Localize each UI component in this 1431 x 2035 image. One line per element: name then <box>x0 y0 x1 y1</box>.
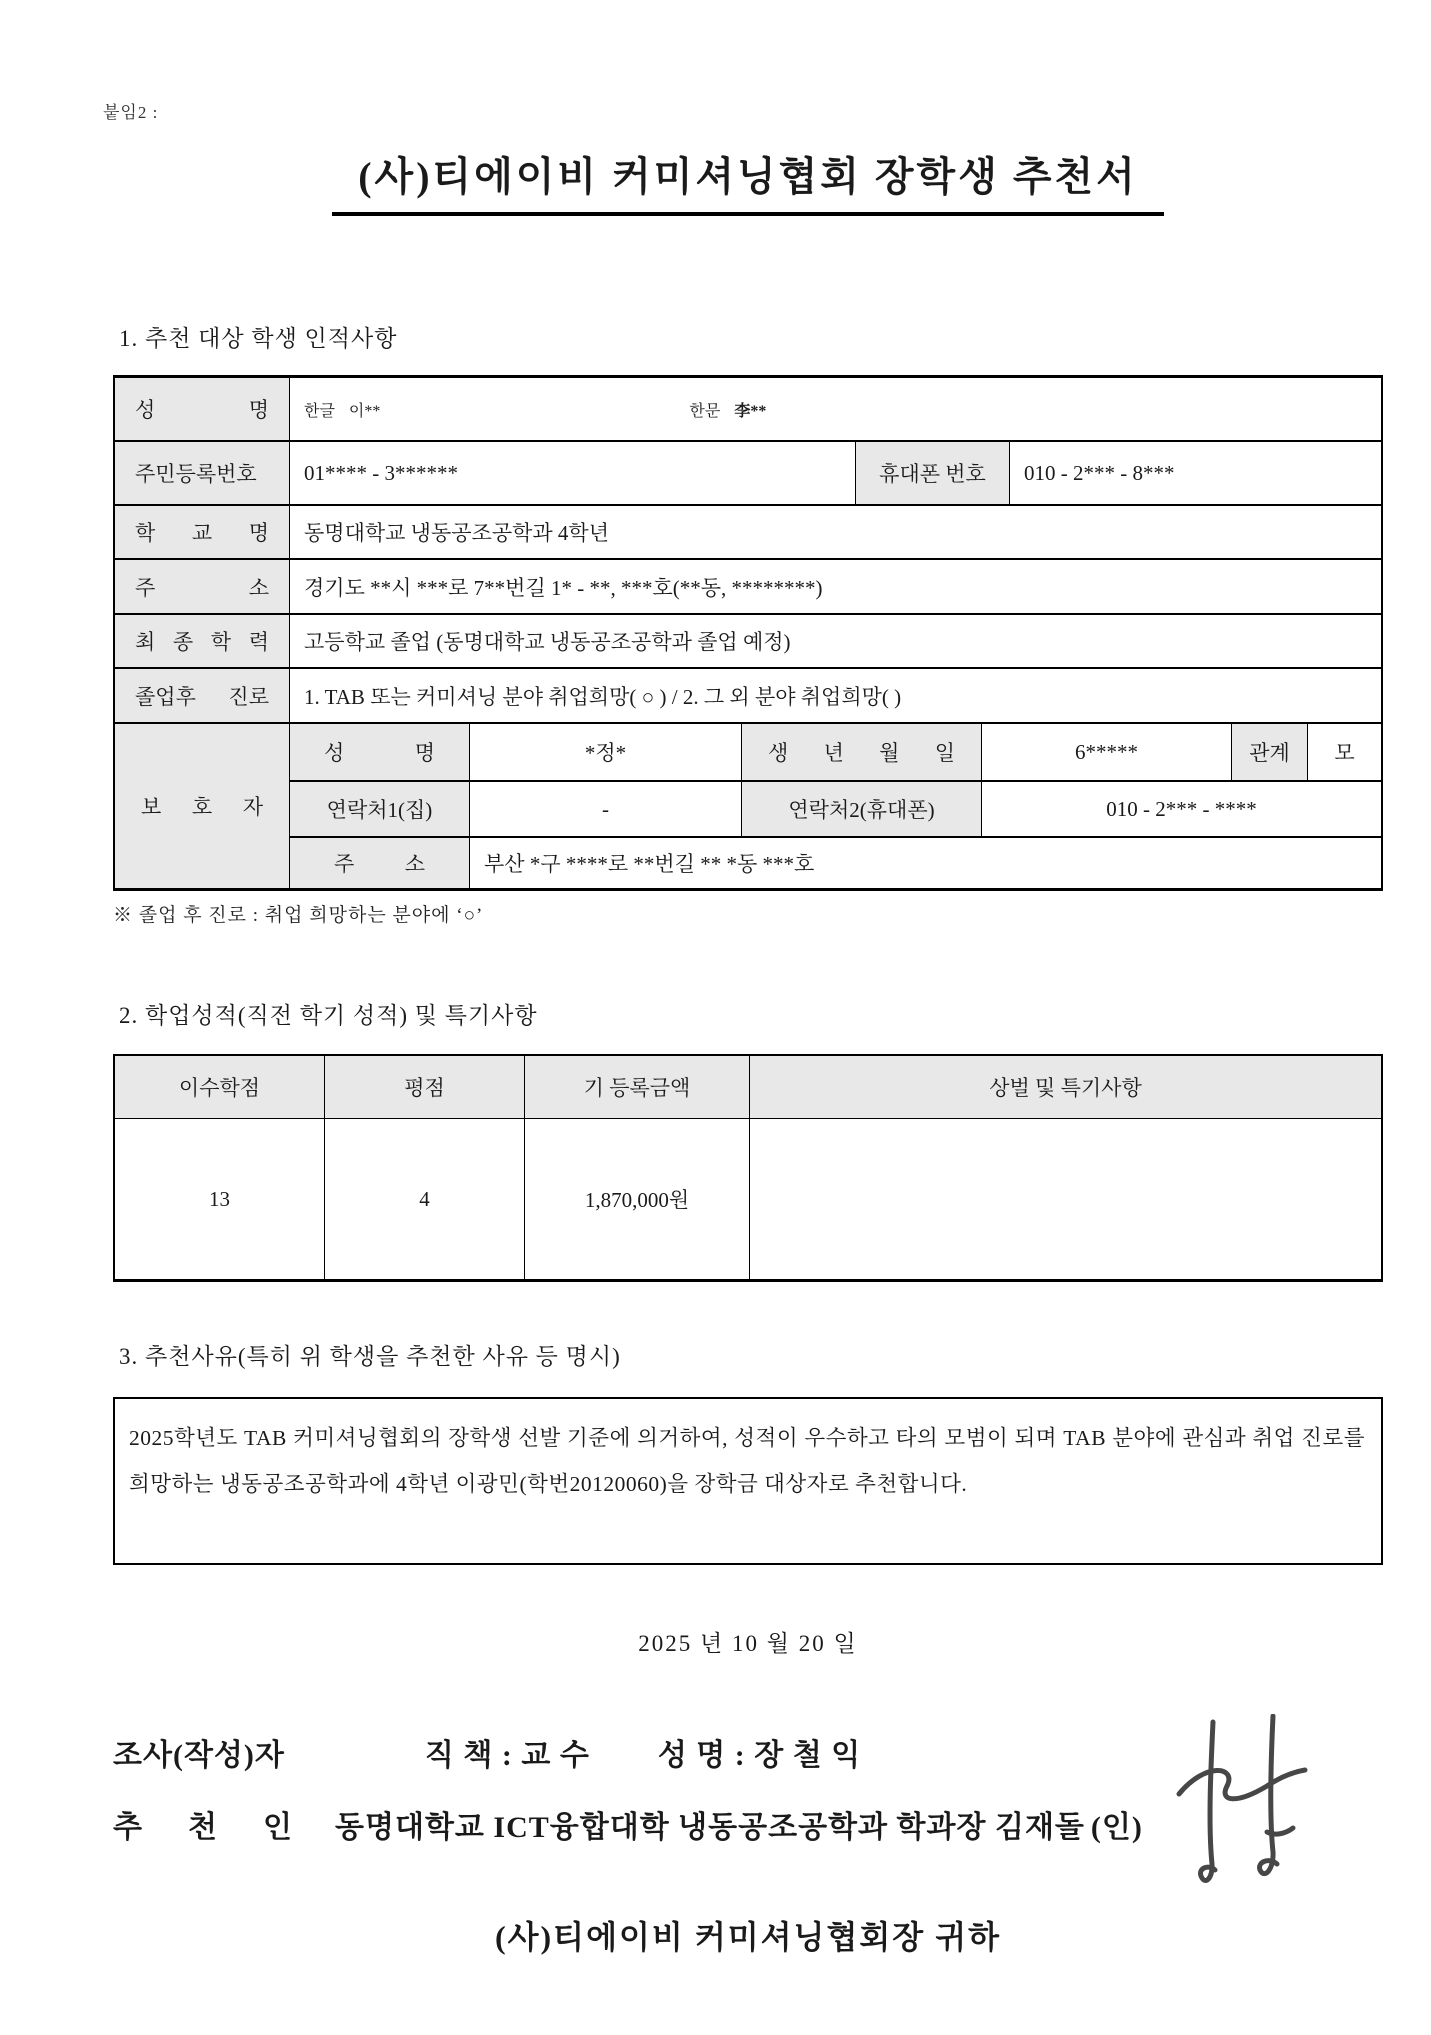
guardian-tel2-value: 010 - 2*** - **** <box>1106 796 1257 821</box>
guardian-row-contact <box>290 782 1381 838</box>
date-line: 2025 년 10 월 20 일 <box>638 1631 858 1656</box>
name-hanja-label: 한문 <box>689 402 721 420</box>
document-content <box>103 98 1383 1958</box>
table-row-address <box>115 560 1381 615</box>
guardian-label: 보 호 자 <box>141 795 263 819</box>
page-title: (사)티에이비 커미셔닝협회 장학생 추천서 <box>332 145 1164 216</box>
guardian-name-label-cell <box>290 724 470 780</box>
guardian-rows <box>290 724 1381 888</box>
recommendation-reason-box: 2025학년도 TAB 커미셔닝협회의 장학생 선발 기준에 의거하여, 성적이 우수하고 타의 모범이 되며 TAB 분야에 관심과 취업 진로를 희망하는 냉동공조공학과에 4학년 이광민(학번20120060)을 장학금 대상자로 추천합니다. <box>113 1397 1383 1565</box>
guardian-tel2-label: 연락처2(휴대폰) <box>742 782 982 836</box>
address-value: 경기도 **시 ***로 7**번길 1* - **, ***호(**동, ********) <box>304 575 823 600</box>
guardian-tel1-label: 연락처1(집) <box>290 782 470 836</box>
title-wrap <box>113 145 1383 216</box>
guardian-tel1-value: - <box>470 782 742 836</box>
phone-label-cell: 휴대폰 번호 <box>855 442 1010 504</box>
header-gpa: 평점 <box>325 1056 525 1118</box>
academic-table <box>113 1054 1383 1282</box>
school-label: 학 교 명 <box>135 521 269 545</box>
name-hanja-value: 李** <box>734 402 767 420</box>
name-hangul-value: 이** <box>348 402 381 420</box>
career-value: 1. TAB 또는 커미셔닝 분야 취업희망( ○ ) / 2. 그 외 분야 취업희망( ) <box>304 684 902 709</box>
name-label: 성 명 <box>135 398 269 422</box>
header-credits: 이수학점 <box>115 1056 325 1118</box>
seal-label: (인) <box>1090 1811 1143 1844</box>
career-label-cell <box>115 669 290 722</box>
name-label-cell <box>115 378 290 440</box>
guardian-row-name <box>290 724 1381 782</box>
table-row-guardian <box>115 724 1381 888</box>
school-label-cell <box>115 506 290 558</box>
guardian-addr-label: 주 소 <box>334 852 425 876</box>
phone-value: 010 - 2*** - 8*** <box>1024 460 1175 485</box>
section3-heading: 3. 추천사유(특히 위 학생을 추천한 사유 등 명시) <box>119 1344 621 1369</box>
education-label: 최 종 학 력 <box>135 630 269 654</box>
table-row-name <box>115 378 1381 442</box>
value-remarks <box>750 1119 1381 1279</box>
school-value: 동명대학교 냉동공조공학과 4학년 <box>304 521 610 545</box>
student-info-table <box>113 375 1383 891</box>
education-value: 고등학교 졸업 (동명대학교 냉동공조공학과 졸업 예정) <box>304 630 791 654</box>
writer-label: 조사(작성)자 <box>113 1739 285 1772</box>
guardian-birth-value: 6***** <box>982 724 1232 780</box>
address-label: 주 소 <box>135 575 269 600</box>
header-remarks: 상벌 및 특기사항 <box>750 1056 1381 1118</box>
guardian-addr-label-cell <box>290 838 470 888</box>
name-hanja-group <box>689 398 766 421</box>
attachment-note: 붙임2 : <box>103 103 159 122</box>
academic-table-header <box>115 1056 1381 1119</box>
rrn-label: 주민등록번호 <box>135 462 257 486</box>
guardian-name-value: *정* <box>470 724 742 780</box>
guardian-addr-value: 부산 *구 ****로 **번길 ** *동 ***호 <box>484 852 815 876</box>
recipient-line: (사)티에이비 커미셔닝협회장 귀하 <box>494 1919 1002 1955</box>
rrn-label-cell <box>115 442 290 504</box>
writer-name: 성 명 : 장 철 익 <box>657 1739 862 1772</box>
recommender-label: 추 천 인 <box>113 1811 293 1844</box>
value-gpa: 4 <box>325 1119 525 1279</box>
section2-heading: 2. 학업성적(직전 학기 성적) 및 특기사항 <box>119 1003 538 1028</box>
academic-table-row <box>115 1119 1381 1279</box>
name-hangul-label: 한글 <box>304 402 335 420</box>
table-row-education <box>115 615 1381 669</box>
rrn-value: 01**** - 3****** <box>304 460 458 485</box>
header-tuition: 기 등록금액 <box>525 1056 750 1118</box>
table-row-career <box>115 669 1381 724</box>
value-tuition: 1,870,000원 <box>525 1119 750 1279</box>
table-row-school <box>115 506 1381 560</box>
writer-title: 직 책 : 교 수 <box>424 1739 590 1772</box>
guardian-relation-label: 관계 <box>1232 724 1308 780</box>
value-credits: 13 <box>115 1119 325 1279</box>
guardian-wrap <box>115 724 1381 888</box>
guardian-name-label: 성 명 <box>324 741 435 765</box>
recommender-value: 동명대학교 ICT융합대학 냉동공조공학과 학과장 김재돌 <box>335 1811 1085 1844</box>
career-label: 졸업후 진로 <box>135 684 269 709</box>
recommender-line <box>113 1802 1383 1846</box>
name-value-cell <box>290 378 1381 440</box>
section1-heading: 1. 추천 대상 학생 인적사항 <box>119 326 398 351</box>
guardian-label-cell <box>115 724 290 888</box>
career-note: ※ 졸업 후 진로 : 취업 희망하는 분야에 ‘○’ <box>113 905 484 926</box>
guardian-row-address <box>290 838 1381 888</box>
education-label-cell <box>115 615 290 667</box>
table-row-rrn <box>115 442 1381 506</box>
guardian-birth-label: 생 년 월 일 <box>768 741 955 765</box>
guardian-birth-label-cell <box>742 724 982 780</box>
guardian-relation-value: 모 <box>1334 741 1355 765</box>
address-label-cell <box>115 560 290 613</box>
writer-line <box>113 1730 1383 1774</box>
